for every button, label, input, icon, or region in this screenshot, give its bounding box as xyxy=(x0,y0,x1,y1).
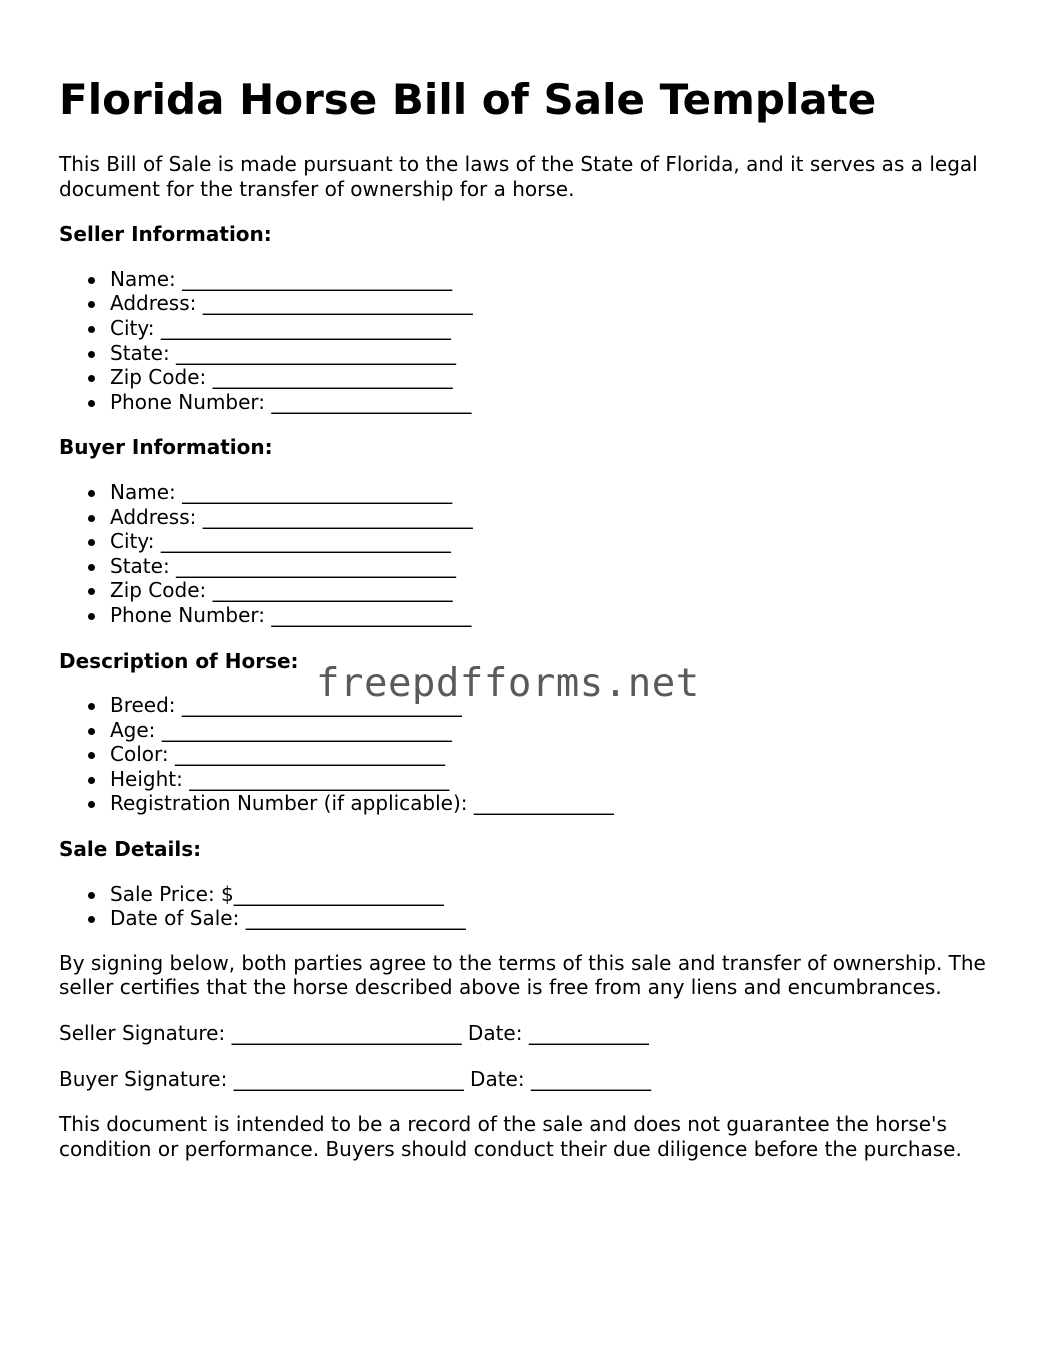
sale-field-list xyxy=(59,882,1009,931)
horse-height-field: Height: __________________________ xyxy=(110,767,1009,792)
horse-heading: Description of Horse: xyxy=(59,648,299,673)
sale-date-field: Date of Sale: ______________________ xyxy=(110,906,1009,931)
buyer-field-list xyxy=(59,480,1009,628)
buyer-signature-line: Buyer Signature: _______________________ Date: ____________ xyxy=(59,1066,651,1091)
disclaimer-paragraph: This document is intended to be a record of the sale and does not guarantee the horse's condition or performance. Buyers should conduct their due diligence before the purchase. xyxy=(59,1112,962,1161)
seller-state-field: State: ____________________________ xyxy=(110,341,1009,366)
seller-heading: Seller Information: xyxy=(59,222,272,247)
sale-heading: Sale Details: xyxy=(59,837,202,862)
buyer-name-field: Name: ___________________________ xyxy=(110,480,1009,505)
sale-price-field: Sale Price: $_____________________ xyxy=(110,882,1009,907)
horse-color-field: Color: ___________________________ xyxy=(110,742,1009,767)
horse-age-field: Age: _____________________________ xyxy=(110,718,1009,743)
document-page xyxy=(59,72,1009,1161)
seller-field-list xyxy=(59,267,1009,415)
seller-phone-field: Phone Number: ____________________ xyxy=(110,390,1009,415)
agreement-paragraph: By signing below, both parties agree to the terms of this sale and transfer of ownership. The seller certifies that the horse described above is free from any liens and encumbrances. xyxy=(59,950,986,1000)
document-title: Florida Horse Bill of Sale Template xyxy=(59,75,877,124)
buyer-city-field: City: _____________________________ xyxy=(110,529,1009,554)
buyer-heading: Buyer Information: xyxy=(59,435,273,460)
buyer-address-field: Address: ___________________________ xyxy=(110,505,1009,530)
watermark-text: freepdfforms.net xyxy=(316,661,700,706)
seller-city-field: City: _____________________________ xyxy=(110,316,1009,341)
horse-registration-field: Registration Number (if applicable): ______________ xyxy=(110,791,1009,816)
horse-breed-field: Breed: ____________________________ xyxy=(110,693,1009,718)
buyer-state-field: State: ____________________________ xyxy=(110,554,1009,579)
seller-address-field: Address: ___________________________ xyxy=(110,291,1009,316)
intro-paragraph: This Bill of Sale is made pursuant to the laws of the State of Florida, and it serves as a legal document for the transfer of ownership for a horse. xyxy=(59,152,978,201)
horse-field-list xyxy=(59,693,1009,816)
seller-zip-field: Zip Code: ________________________ xyxy=(110,365,1009,390)
buyer-zip-field: Zip Code: ________________________ xyxy=(110,578,1009,603)
seller-name-field: Name: ___________________________ xyxy=(110,267,1009,292)
buyer-phone-field: Phone Number: ____________________ xyxy=(110,603,1009,628)
seller-signature-line: Seller Signature: _______________________ Date: ____________ xyxy=(59,1021,649,1046)
